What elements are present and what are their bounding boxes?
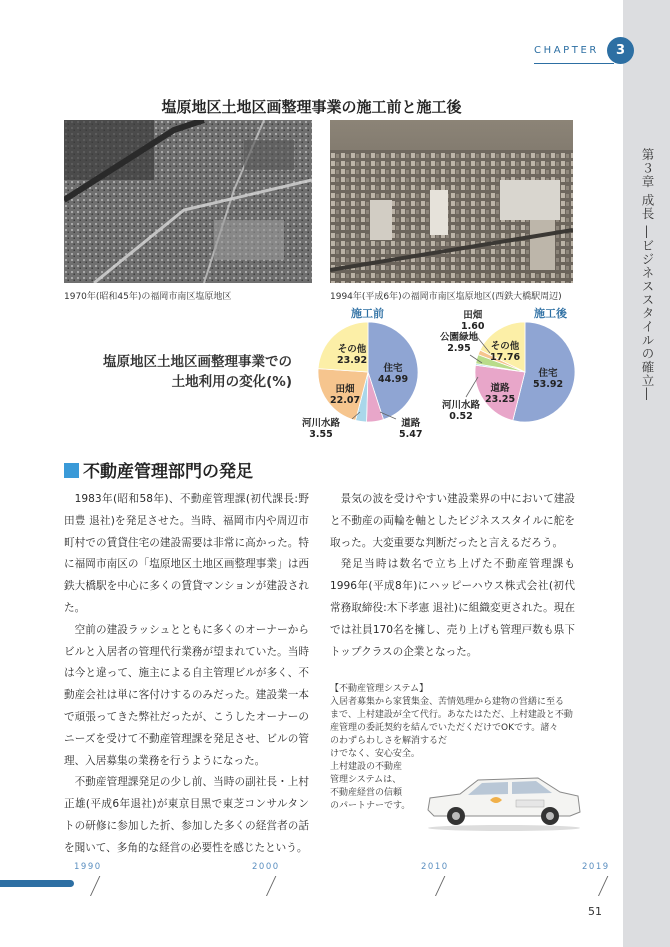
pie-before-title: 施工前 xyxy=(351,307,384,320)
paragraph: 発足当時は数名で立ち上げた不動産管理課も1996年(平成8年)にハッピーハウス株式会社(初代常務取締役:木下孝憲 退社)に組織変更された。現在では社員170名を擁し、売り上げも管理戸数も県下トップクラスの企業となった。 xyxy=(330,558,575,658)
paragraph: 空前の建設ラッシュとともに多くのオーナーからビルと入居者の管理代行業務が望まれていた。当時は今と違って、施主による自主管理ビルが多く、不動産会社は単に客付けするのみだった。建設業一本で頑張ってきた弊社だったが、こうしたオーナーのニーズを受けて不動産管理課を発足させ、ビルの管理、入居募集の業務を行うようになった。 xyxy=(64,623,309,767)
chart-title-line-2: 土地利用の変化(%) xyxy=(171,374,292,390)
timeline-year-1990: 1990 xyxy=(74,862,102,872)
chapter-label: CHAPTER xyxy=(534,45,599,56)
pie-before-label-douro: 道路 5.47 xyxy=(399,418,423,440)
chapter-rule xyxy=(534,63,614,64)
paragraph: 1983年(昭和58年)、不動産管理課(初代課長:野田豊 退社)を発足させた。当時、福岡市内や周辺市町村での賃貸住宅の建設需要は非常に高かった。特に福岡市南区の「塩原地区土地区画整理事業」は西鉄大橋駅を中心に多くの賃貸マンションが建設された。 xyxy=(64,493,309,614)
photo-caption-1970: 1970年(昭和45年)の福岡市南区塩原地区 xyxy=(64,292,232,302)
side-chapter-title: 第３章 成長 ―ビジネススタイルの確立― xyxy=(640,148,655,401)
photo-caption-1994: 1994年(平成6年)の福岡市南区塩原地区(西鉄大橋駅周辺) xyxy=(330,292,562,302)
box-title: 【不動産管理システム】 xyxy=(330,684,429,694)
pie-after-title: 施工後 xyxy=(534,307,567,320)
pie-after-label-douro: 道路 23.25 xyxy=(485,383,516,405)
pie-after-label-jutaku: 住宅 53.92 xyxy=(533,368,564,390)
pie-before-label-tahata: 田畑 22.07 xyxy=(330,384,361,406)
article-column-1 xyxy=(64,489,309,860)
heading-square-icon xyxy=(64,463,79,478)
pie-before-label-jutaku: 住宅 44.99 xyxy=(378,363,409,385)
pie-before-label-sonota: その他 23.92 xyxy=(337,344,368,366)
timeline-tick xyxy=(90,876,100,896)
page-number: 51 xyxy=(588,905,602,918)
aerial-photo-1994 xyxy=(330,120,573,283)
pie-after-leader-lines xyxy=(460,325,500,405)
paragraph: 景気の波を受けやすい建設業界の中において建設と不動産の両輪を軸としたビジネススタイルに舵を取った。大変重要な判断だったと言えるだろう。 xyxy=(330,493,575,549)
chapter-sidebar xyxy=(623,0,670,947)
pie-after-label-kouen: 公園緑地 2.95 xyxy=(440,332,479,354)
pie-before-label-kasen: 河川水路 3.55 xyxy=(302,418,341,440)
pie-after-label-kasen: 河川水路 0.52 xyxy=(442,400,481,422)
chart-title-line-1: 塩原地区土地区画整理事業での xyxy=(103,354,292,370)
section-title: 塩原地区土地区画整理事業の施工前と施工後 xyxy=(161,98,462,116)
pie-before-leader-lines xyxy=(330,410,410,430)
pie-after-label-sonota: その他 17.76 xyxy=(490,341,521,363)
article-heading: 不動産管理部門の発足 xyxy=(64,457,253,482)
timeline-year-2000: 2000 xyxy=(252,862,280,872)
article-column-2 xyxy=(330,489,575,663)
timeline-tick xyxy=(266,876,276,896)
aerial-photo-1970 xyxy=(64,120,312,283)
paragraph: 不動産管理課発足の少し前、当時の副社長・上村正雄(平成6年退社)が東京目黒で東芝コンサルタントの研修に参加した折、参加した多くの経営者の話を聞いて、多角的な経営の必要性を感じたという。 xyxy=(64,776,309,854)
timeline-progress-bar xyxy=(0,880,74,887)
chapter-number-badge: 3 xyxy=(607,37,634,64)
timeline-tick xyxy=(598,876,608,896)
pie-after-label-tahata: 田畑 1.60 xyxy=(461,310,485,332)
company-car-icon xyxy=(420,770,585,832)
management-system-box: 【不動産管理システム】 入居者募集から家賃集金、苦情処理から建物の営繕に至る まで、上村建設が全て代行。あなたはただ、上村建設と不動 産管理の委託契約を結んでいただくだけでOKです。諸々 のわずらわしさを解消するだ けでなく、安心安全。 上村建設の不動産 管理システムは、 不動産経営の信頼 のパートナーです。 xyxy=(330,683,585,813)
timeline-year-2019: 2019 xyxy=(582,862,610,872)
timeline-tick xyxy=(435,876,445,896)
timeline-year-2010: 2010 xyxy=(421,862,449,872)
land-use-chart-title xyxy=(97,352,292,392)
